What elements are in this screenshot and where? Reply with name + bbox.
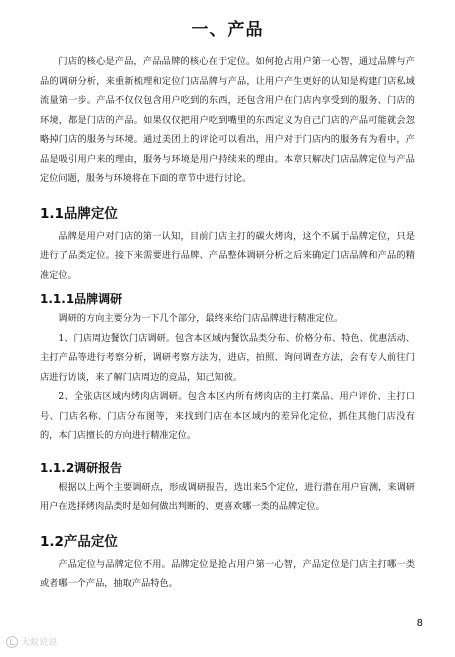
chapter-title: 一、产品 <box>191 20 264 40</box>
report-paragraph: 根据以上两个主要调研点，形成调研报告，选出来5个定位，进行潜在用户盲测，来调研用户在选择烤肉品类时是如何做出判断的、更喜欢哪一类的品牌定位。 <box>40 481 415 512</box>
product-paragraph: 产品定位与品牌定位不用。品牌定位是抢占用户第一心智，产品定位是门店主打哪一类或者哪一个产品，抽取产品特色。 <box>40 558 415 589</box>
research-item-1: 1、门店周边餐饮门店调研。包含本区域内餐饮品类分布、价格分布、特色、优惠活动、主打产品等进行考察分析，调研考察方法为，进店，拍照、询问调查方法，会有专人前往门店进行访谈，来了解门店周边的竞品，知己知彼。 <box>40 332 415 383</box>
research-item-2: 2、全张店区域内烤肉店调研。包含本区内所有烤肉店的主打菜品、用户评价、主打口号、门店名称、门店分布图等，来找到门店在本区域内的差异化定位，抓住其他门店没有的，本门店擅长的方向进行精准定位。 <box>40 391 415 441</box>
watermark-text: 大蚊说说 <box>21 638 58 648</box>
brand-paragraph: 品牌是用户对门店的第一认知，目前门店主打的碳火烤肉，这个不属于品牌定位，只是进行了品类定位。接下来需要进行品牌、产品整体调研分析之后来确定门店品牌和产品的精准定位。 <box>40 230 415 281</box>
section-heading-report: 1.1.2调研报告 <box>40 460 123 475</box>
page-number: 8 <box>416 618 423 629</box>
watermark <box>6 635 57 648</box>
watermark-logo-icon <box>6 636 18 648</box>
section-heading-brand: 1.1品牌定位 <box>40 205 118 222</box>
intro-paragraph: 门店的核心是产品，产品品牌的核心在于定位。如何抢占用户第一心智，通过品牌与产品的调研分析，来重新梳理和定位门店品牌与产品，让用户产生更好的认知是构建门店私域流量第一步。产品不仅仅包含用户吃到的东西，还包含用户在门店内享受到的服务、门店的环境，都是门店的产品。如果仅仅把用户吃到嘴里的东西定义为自己门店的产品可能就会忽略掉门店的服务与环境。通过美团上的评论可以看出，用户对于门店内的服务有为看中，产品是吸引用户来的理由，服务与环境是用户持续来的理由。本章只解决门店品牌定位与产品定位问题，服务与环境将在下面的章节中进行讨论。 <box>40 56 415 184</box>
research-paragraph: 调研的方向主要分为一下几个部分，最终来给门店品牌进行精准定位。 <box>58 313 344 324</box>
section-heading-research: 1.1.1品牌调研 <box>40 292 123 306</box>
section-heading-product: 1.2产品定位 <box>40 533 118 550</box>
